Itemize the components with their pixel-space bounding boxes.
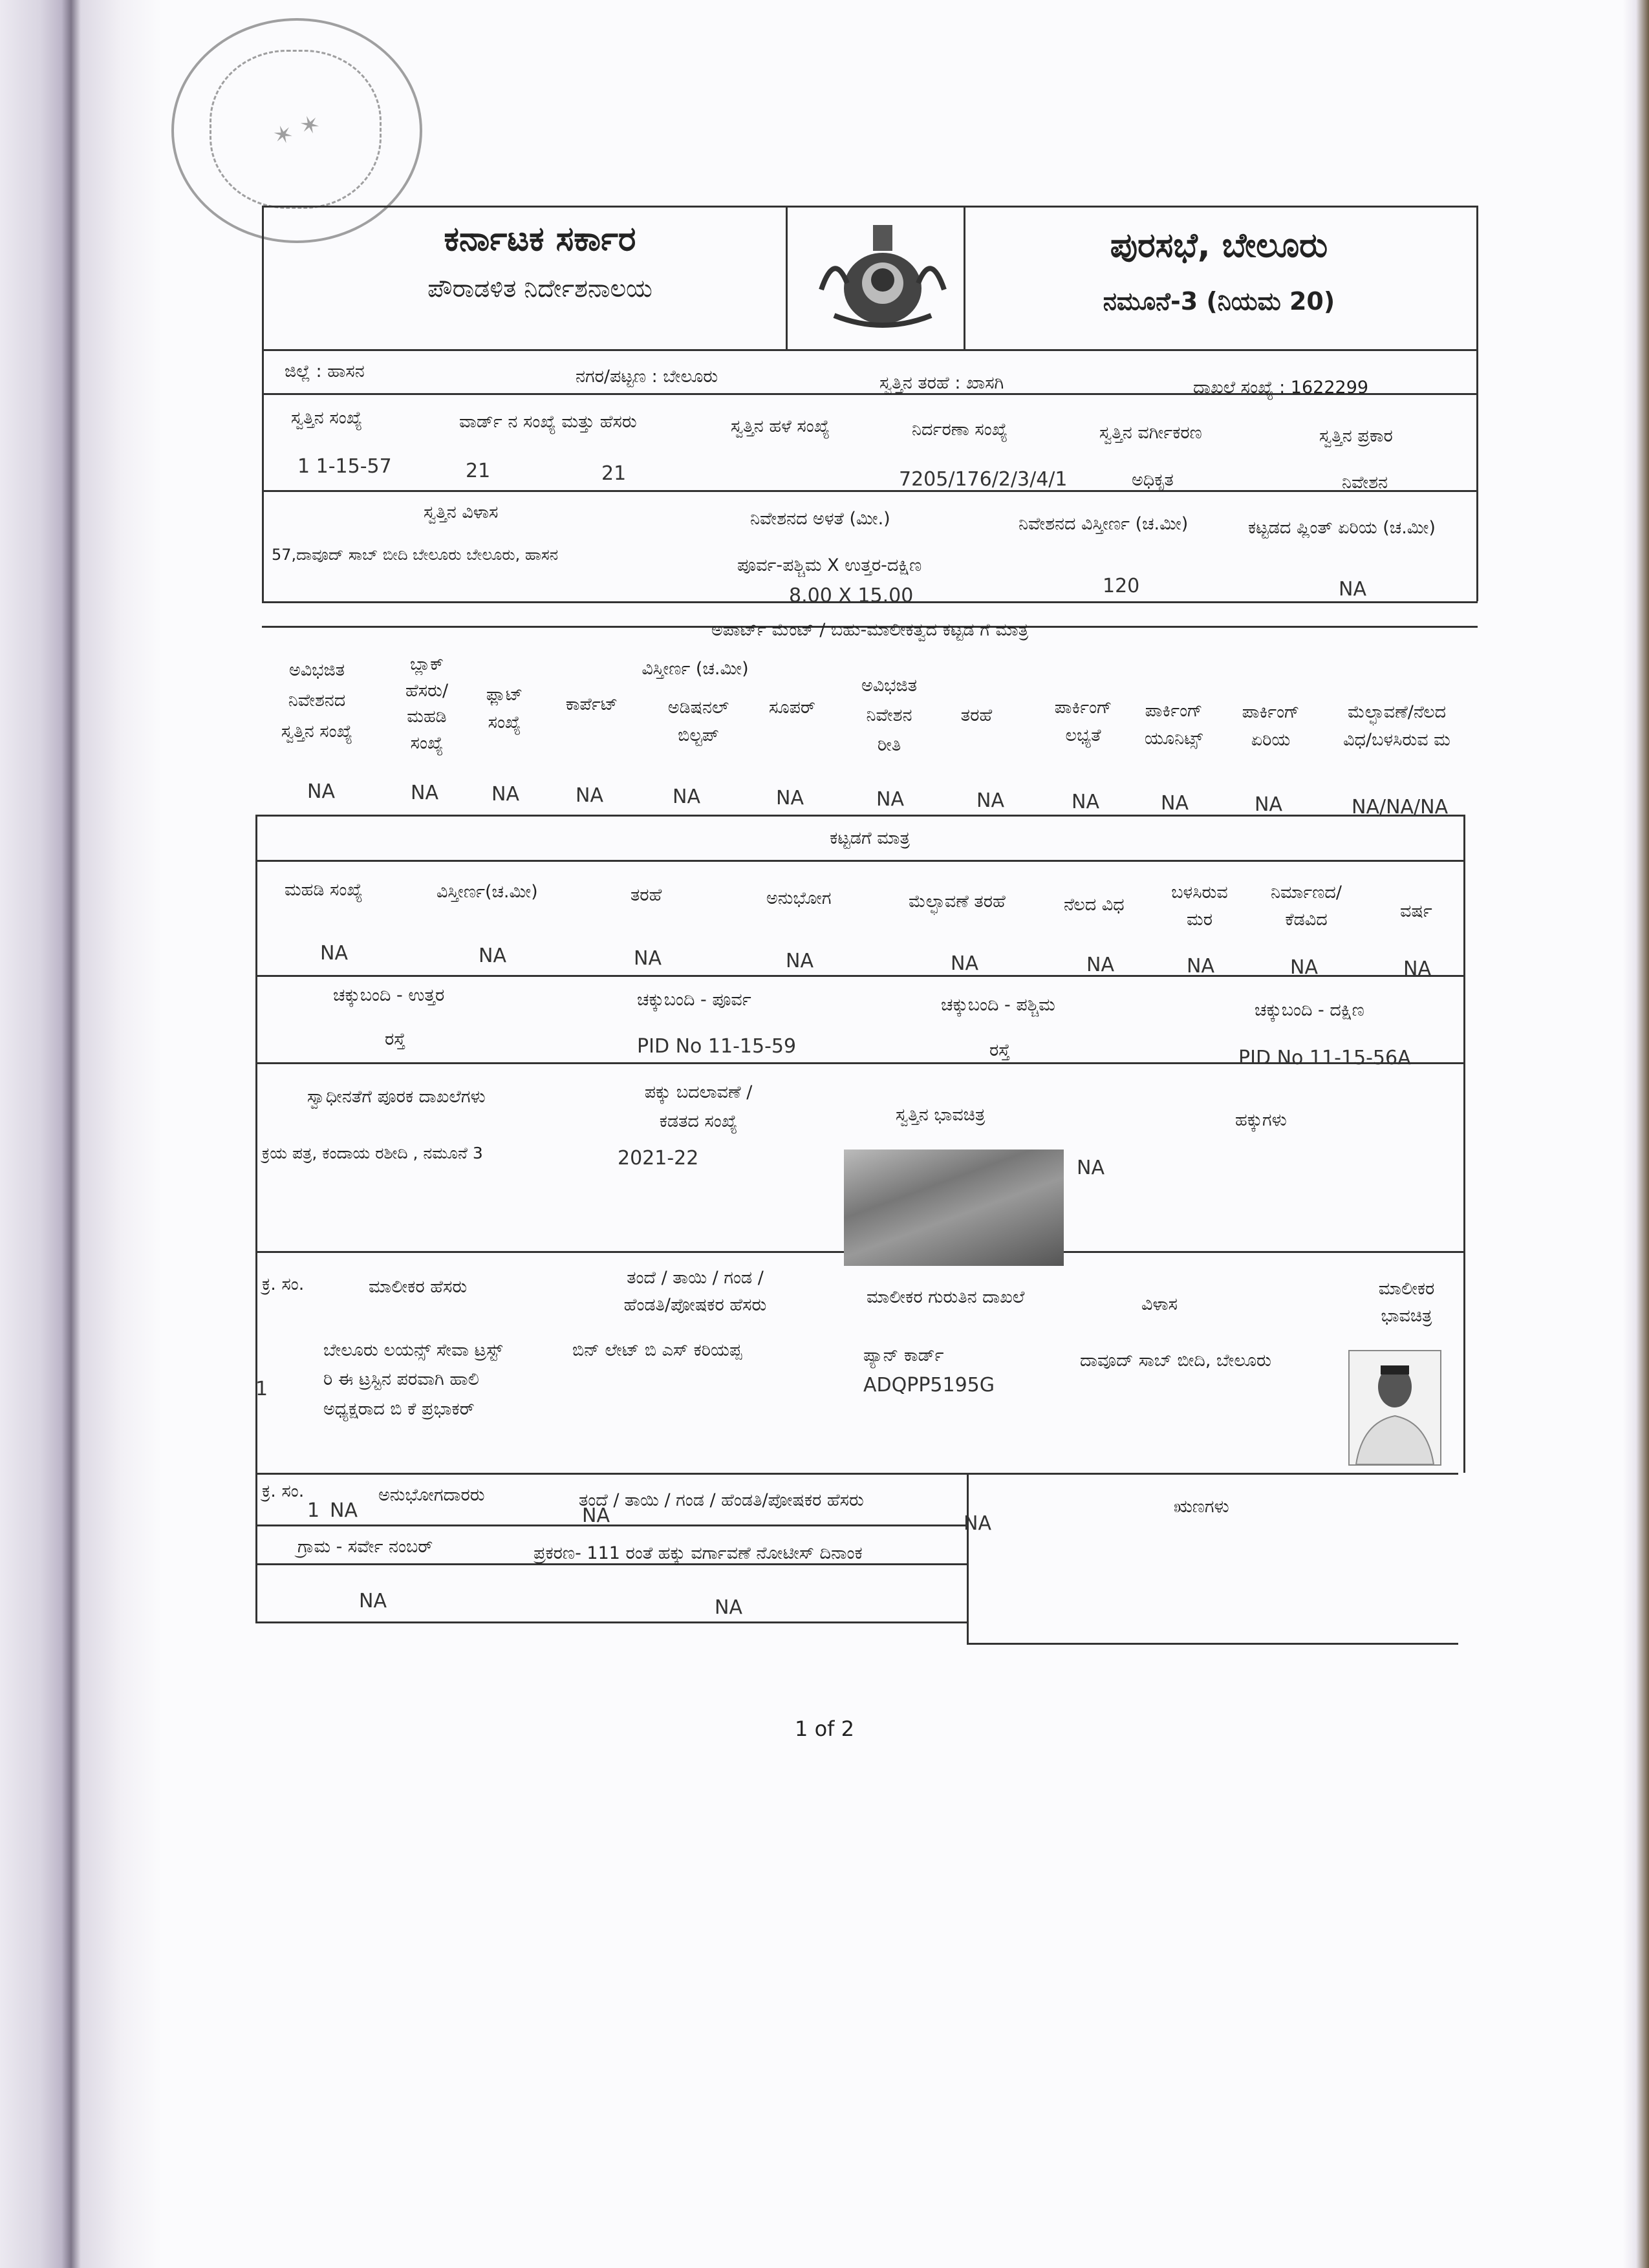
- label-year: ವರ್ಷ: [1400, 901, 1432, 921]
- col-area-title: ವಿಸ್ತೀರ್ಣ (ಚ.ಮೀ): [641, 659, 749, 679]
- property-form: [255, 206, 1478, 1634]
- label-boundary-south: ಚಕ್ಕುಬಂದಿ - ದಕ್ಷಿಣ: [1255, 1000, 1364, 1020]
- label-khata-change: ಪಕ್ಕು ಬದಲಾವಣೆ / ಕಡತದ ಸಂಖ್ಯೆ: [644, 1082, 753, 1131]
- dimension-orientation: ಪೂರ್ವ-ಪಶ್ಚಿಮ X ಉತ್ತರ-ದಕ್ಷಿಣ: [737, 555, 922, 575]
- col-undivided-property: ಅವಿಭಜಿತ ನಿವೇಶನದ ಸ್ವತ್ತಿನ ಸಂಖ್ಯೆ: [281, 660, 353, 742]
- label-owner-address: ವಿಳಾಸ: [1141, 1294, 1178, 1314]
- label-owner-name: ಮಾಲೀಕರ ಹೆಸರು: [369, 1277, 468, 1297]
- col-parking-availability: ಪಾರ್ಕಿಂಗ್ ಲಭ್ಯತೆ: [1054, 698, 1112, 746]
- form-number: ನಮೂನೆ-3 (ನಿಯಮ 20): [1103, 287, 1335, 316]
- municipality-title: ಪುರಸಭೆ, ಬೇಲೂರು: [1110, 226, 1328, 265]
- apt-value-10: NA: [1161, 792, 1189, 815]
- label-owner-sno: ಕ್ರ. ಸಂ.: [262, 1274, 305, 1294]
- label-rights: ಹಕ್ಕುಗಳು: [1235, 1110, 1287, 1130]
- label-usage: ಅನುಭೋಗ: [766, 888, 832, 908]
- rights-value: NA: [1077, 1157, 1105, 1179]
- page-number: 1 of 2: [795, 1717, 854, 1741]
- survey-number: NA: [359, 1590, 387, 1612]
- apt-value-3: NA: [491, 783, 519, 806]
- occupier-name: NA: [330, 1499, 358, 1522]
- boundary-west: ರಸ್ತೆ: [989, 1040, 1010, 1060]
- government-title: ಕರ್ನಾಟಕ ಸರ್ಕಾರ: [444, 220, 636, 259]
- label-occupier-father: ತಂದೆ / ತಾಯಿ / ಗಂಡ / ಹೆಂಡತಿ/ಪೋಷಕರ ಹೆಸರು: [579, 1490, 864, 1510]
- page-edge-shadow: [1623, 0, 1649, 2268]
- owner-id-number: ADQPP5195G: [863, 1374, 995, 1396]
- label-survey-number: ಗ್ರಾಮ - ಸರ್ವೇ ನಂಬರ್: [297, 1537, 433, 1557]
- owner-id-type: ಪ್ಯಾನ್ ಕಾರ್ಡ್: [863, 1345, 944, 1365]
- ward-number: 21: [466, 460, 491, 482]
- apt-value-9: NA: [1072, 791, 1099, 813]
- apt-value-1: NA: [307, 780, 335, 803]
- label-site-dimensions: ನಿವೇಶನದ ಅಳತೆ (ಮೀ.): [750, 509, 890, 529]
- label-property-number: ಸ್ವತ್ತಿನ ಸಂಖ್ಯೆ: [291, 408, 363, 428]
- label-boundary-east: ಚಕ್ಕುಬಂದಿ - ಪೂರ್ವ: [637, 990, 751, 1010]
- karnataka-emblem-icon: [808, 212, 957, 335]
- col-parking-area: ಪಾರ್ಕಿಂಗ್ ಏರಿಯ: [1242, 702, 1300, 751]
- assessment-number: 7205/176/2/3/4/1: [899, 468, 1068, 491]
- label-roof-type: ಮೆಲ್ಛಾವಣೆ ತರಹೆ: [909, 892, 1006, 912]
- property-kind: ನಿವೇಶನ: [1342, 473, 1388, 493]
- label-occupier-name: ಅನುಭೋಗದಾರರು: [378, 1485, 485, 1505]
- apt-value-8: NA: [976, 789, 1004, 812]
- apt-value-6: NA: [776, 787, 804, 809]
- transfer-notice-date: NA: [715, 1596, 742, 1619]
- label-boundary-north: ಚಕ್ಕುಬಂದಿ - ಉತ್ತರ: [333, 985, 445, 1005]
- ward-name: 21: [601, 462, 627, 485]
- bldg-value-4: NA: [786, 950, 814, 972]
- apt-value-12: NA/NA/NA: [1352, 796, 1449, 818]
- district: ಜಿಲ್ಲೆ : ಹಾಸನ: [285, 361, 365, 381]
- col-type: ತರಹೆ: [960, 705, 993, 725]
- bldg-value-5: NA: [951, 952, 978, 975]
- col-undivided-type: ಅವಿಭಜಿತ ನಿವೇಶನ ರೀತಿ: [861, 676, 918, 755]
- label-old-number: ಸ್ವತ್ತಿನ ಹಳೆ ಸಂಖ್ಯೆ: [731, 416, 830, 436]
- classification: ಅಧಿಕೃತ: [1132, 470, 1174, 490]
- apt-value-11: NA: [1255, 793, 1282, 816]
- label-floor-area: ವಿಸ್ತೀರ್ಣ(ಚ.ಮೀ): [436, 882, 538, 902]
- owner-address: ದಾವೂದ್ ಸಾಬ್ ಬೀದಿ, ಬೇಲೂರು: [1080, 1351, 1271, 1371]
- label-floor-number: ಮಹಡಿ ಸಂಖ್ಯೆ: [285, 880, 363, 900]
- col-flat-number: ಫ್ಲಾಟ್ ಸಂಖ್ಯೆ: [486, 685, 523, 733]
- col-block-floor: ಬ್ಲಾಕ್ ಹೆಸರು/ ಮಹಡಿ ಸಂಖ್ಯೆ: [405, 654, 449, 753]
- label-transfer-notice: ಪ್ರಕರಣ- 111 ರಂತೆ ಹಕ್ಕು ವರ್ಗಾವಣೆ ನೋಟೀಸ್ ದಿನಾಂಕ: [534, 1543, 863, 1563]
- site-dimensions: 8.00 X 15.00: [789, 584, 914, 607]
- label-liabilities: ಋಣಗಳು: [1174, 1497, 1229, 1517]
- label-floor-type: ತರಹೆ: [630, 885, 662, 905]
- label-property-kind: ಸ್ವತ್ತಿನ ಪ್ರಕಾರ: [1319, 426, 1393, 446]
- apartment-section-title: ಅಪಾರ್ಟ್ ಮೆಂಟ್ / ಬಹು-ಮಾಲೀಕತ್ವದ ಕಟ್ಟಡ ಗೆ ಮಾತ್ರ: [711, 620, 1029, 640]
- stamp-text: ✶ ✶: [268, 108, 325, 152]
- occupier-father: NA: [582, 1504, 610, 1527]
- col-roof-floor: ಮೆಲ್ಛಾವಣೆ/ನೆಲದ ವಿಧ/ಬಳಸಿರುವ ಮ: [1343, 702, 1450, 751]
- label-construction-demolition: ನಿರ್ಮಾಣದ/ ಕೆಡವಿದ: [1271, 883, 1342, 930]
- label-owner-id: ಮಾಲೀಕರ ಗುರುತಿನ ದಾಖಲೆ: [867, 1287, 1025, 1307]
- label-wood-used: ಬಳಸಿರುವ ಮರ: [1171, 883, 1228, 930]
- col-additional-builtup: ಅಡಿಷನಲ್ ಬಿಲ್ಟಪ್: [667, 698, 729, 746]
- property-address: 57,ದಾವೂದ್ ಸಾಬ್ ಬೀದಿ ಬೇಲೂರು ಬೇಲೂರು, ಹಾಸನ: [272, 546, 559, 564]
- building-section-title: ಕಟ್ಟಡಗೆ ಮಾತ್ರ: [830, 828, 910, 848]
- bldg-value-2: NA: [479, 945, 506, 967]
- label-property-photo: ಸ್ವತ್ತಿನ ಭಾವಚಿತ್ರ: [896, 1105, 986, 1125]
- possession-docs: ಕ್ರಯ ಪತ್ರ, ಕಂದಾಯ ರಶೀದಿ , ನಮೂನೆ 3: [262, 1144, 483, 1162]
- label-owner-father: ತಂದೆ / ತಾಯಿ / ಗಂಡ / ಹೆಂಡತಿ/ಪೋಷಕರ ಹೆಸರು: [623, 1268, 767, 1315]
- label-owner-photo: ಮಾಲೀಕರ ಭಾವಚಿತ್ರ: [1378, 1279, 1435, 1326]
- owner-sno: 1: [255, 1378, 268, 1400]
- label-flooring: ನೆಲದ ವಿಧ: [1064, 895, 1125, 915]
- property-number: 1 1-15-57: [297, 455, 392, 478]
- bldg-value-1: NA: [320, 942, 348, 965]
- label-possession-docs: ಸ್ವಾಧೀನತೆಗೆ ಪೂರಕ ದಾಖಲೆಗಳು: [307, 1087, 486, 1107]
- label-occupier-sno: ಕ್ರ. ಸಂ.: [262, 1481, 305, 1501]
- bldg-value-3: NA: [634, 947, 662, 970]
- label-address: ಸ್ವತ್ತಿನ ವಿಳಾಸ: [424, 502, 499, 522]
- col-carpet: ಕಾರ್ಪೆಟ್: [565, 694, 618, 714]
- owner-portrait-icon: [1350, 1351, 1440, 1464]
- owner-name: ಬೇಲೂರು ಲಯನ್ಸ್ ಸೇವಾ ಟ್ರಸ್ಟ್ ರಿ ಈ ಟ್ರಸ್ಟಿನ ಪರವಾಗಿ ಹಾಲಿ ಅಧ್ಯಕ್ಷರಾದ ಬಿ ಕೆ ಪ್ರಭಾಕರ್: [323, 1340, 503, 1419]
- bldg-value-9: NA: [1403, 957, 1431, 980]
- label-classification: ಸ್ವತ್ತಿನ ವರ್ಗೀಕರಣ: [1099, 423, 1202, 443]
- plinth-area: NA: [1339, 578, 1366, 601]
- label-assessment-number: ನಿರ್ದರಣಾ ಸಂಖ್ಯೆ: [912, 420, 1008, 440]
- occupier-sno: 1: [307, 1499, 320, 1522]
- bldg-value-7: NA: [1187, 955, 1214, 978]
- bldg-value-6: NA: [1086, 954, 1114, 976]
- col-super: ಸೂಪರ್: [769, 698, 815, 718]
- label-plinth-area: ಕಟ್ಟಡದ ಪ್ಲಿಂತ್ ಏರಿಯ (ಚ.ಮೀ): [1248, 518, 1436, 538]
- book-spine-shadow: [0, 0, 162, 2268]
- label-site-area: ನಿವೇಶನದ ವಿಸ್ತೀರ್ಣ (ಚ.ಮೀ): [1018, 514, 1189, 534]
- owner-father: ಬಿನ್ ಲೇಟ್ ಬಿ ಎಸ್ ಕರಿಯಪ್ಪ: [572, 1340, 742, 1360]
- apt-value-2: NA: [411, 782, 438, 804]
- town: ನಗರ/ಪಟ್ಟಣ : ಬೇಲೂರು: [576, 367, 718, 387]
- boundary-east: PID No 11-15-59: [637, 1035, 797, 1058]
- col-parking-units: ಪಾರ್ಕಿಂಗ್ ಯೂನಿಟ್ಸ್: [1144, 701, 1203, 749]
- property-type: ಸ್ವತ್ತಿನ ತರಹೆ : ಖಾಸಗಿ: [879, 373, 1004, 393]
- apt-value-5: NA: [673, 786, 700, 808]
- bldg-value-8: NA: [1290, 956, 1318, 979]
- site-area: 120: [1103, 575, 1140, 597]
- label-boundary-west: ಚಕ್ಕುಬಂದಿ - ಪಶ್ಚಿಮ: [941, 995, 1055, 1015]
- apt-value-4: NA: [576, 784, 603, 807]
- boundary-south: PID No 11-15-56A: [1238, 1047, 1411, 1069]
- record-number: ದಾಖಲೆ ಸಂಖ್ಯೆ : 1622299: [1193, 378, 1369, 398]
- owner-photo: [1348, 1350, 1441, 1466]
- khata-file-number: 2021-22: [618, 1147, 699, 1170]
- boundary-north: ರಸ್ತೆ: [385, 1029, 405, 1049]
- department-title: ಪೌರಾಡಳಿತ ನಿರ್ದೇಶನಾಲಯ: [427, 274, 652, 303]
- property-photo: [844, 1150, 1064, 1266]
- apt-value-7: NA: [876, 788, 904, 811]
- label-ward: ವಾರ್ಡ್ ನ ಸಂಖ್ಯೆ ಮತ್ತು ಹೆಸರು: [459, 412, 637, 432]
- liabilities-value: NA: [964, 1512, 991, 1535]
